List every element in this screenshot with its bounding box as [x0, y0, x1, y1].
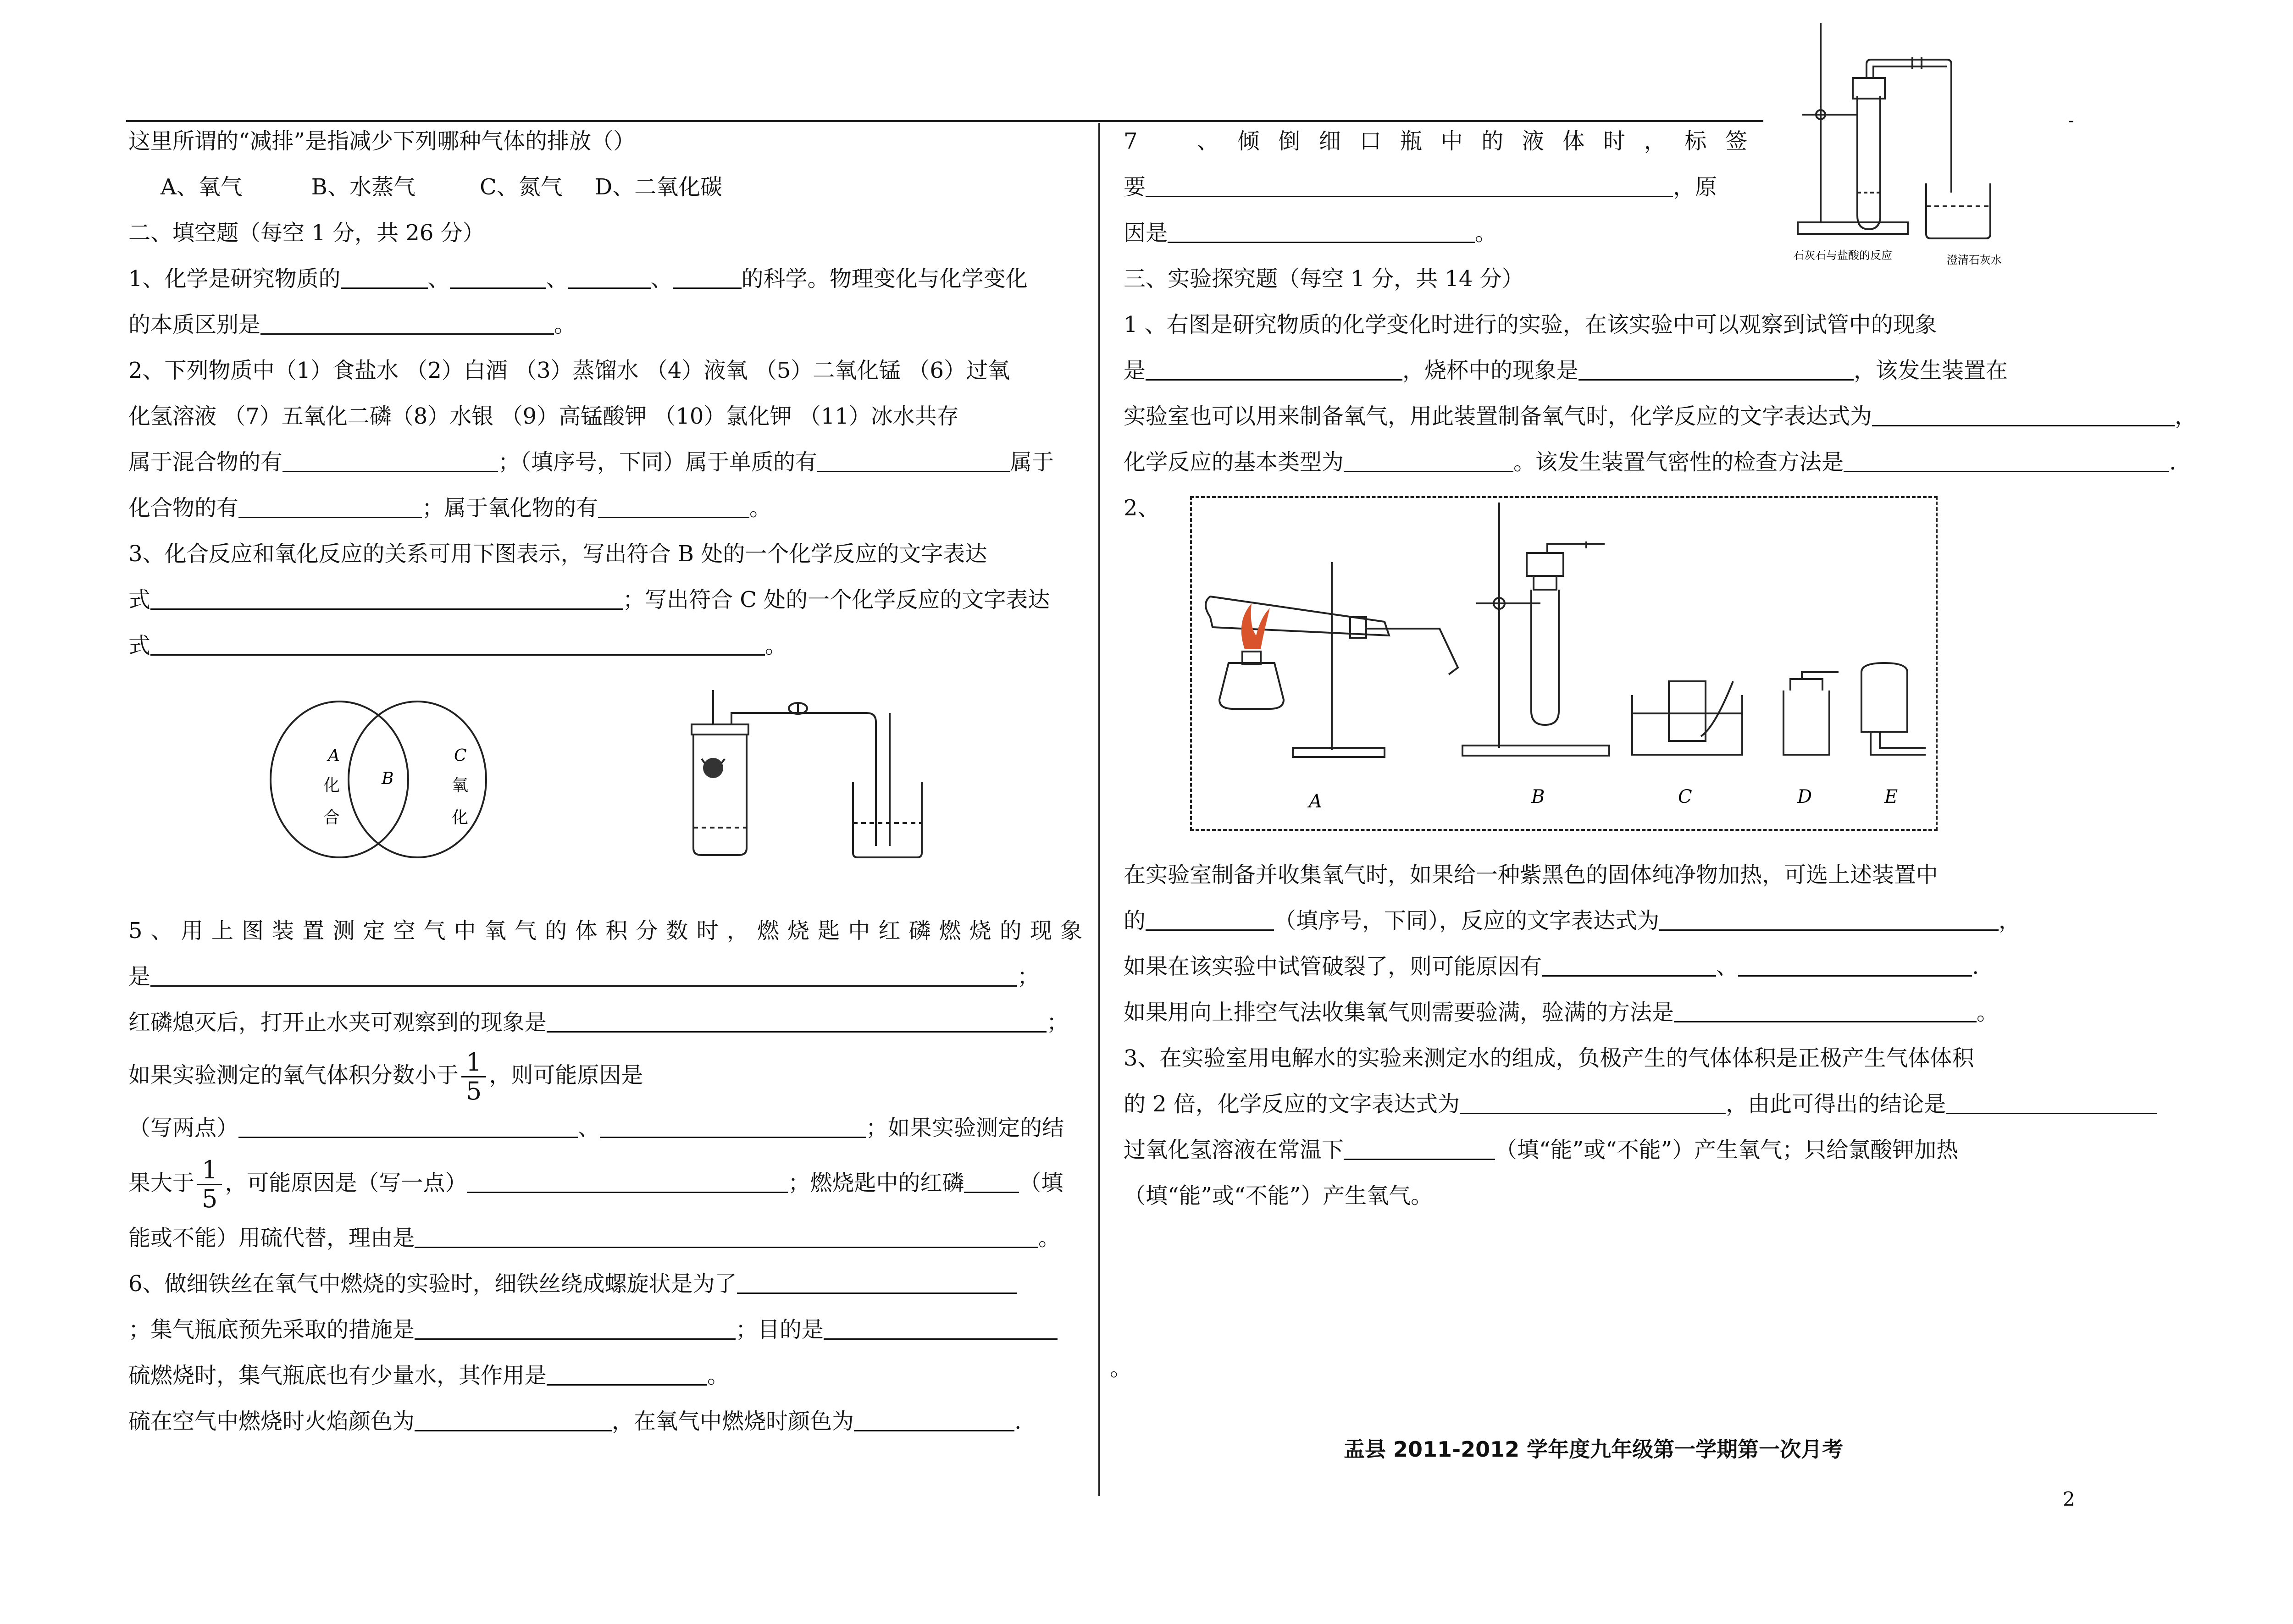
r3-text: （填“能”或“不能”）产生氧气。 — [1124, 1183, 1433, 1209]
fraction-numerator: 1 — [197, 1156, 222, 1185]
q1-text-a: 1、化学是研究物质的 — [128, 266, 341, 292]
q3-line-3 — [128, 623, 1082, 668]
q6-text: 硫在空气中燃烧时火焰颜色为 — [128, 1409, 415, 1434]
r1-text: ，该发生装置在 — [1854, 358, 2008, 383]
q5-text: ；如果实验测定的结 — [866, 1115, 1064, 1141]
q7-text: ，原 — [1673, 174, 1717, 200]
blank[interactable] — [1168, 219, 1475, 243]
trough — [1632, 695, 1742, 755]
option-d: D、二氧化碳 — [594, 174, 723, 200]
r2-number: 2、 — [1124, 495, 1160, 521]
gas-bottle — [693, 734, 747, 855]
blank[interactable] — [450, 265, 546, 289]
blank[interactable] — [415, 1407, 612, 1431]
q1-text-b: 的科学。物理变化与化学变化 — [741, 266, 1028, 292]
blank[interactable] — [1738, 952, 1972, 977]
phosphorus-apparatus-figure — [683, 690, 977, 860]
r3-text: 3、在实验室用电解水的实验来测定水的组成，负极产生的气体体积是正极产生气体体积 — [1124, 1045, 1974, 1071]
q5-text: 能或不能）用硫代替，理由是 — [128, 1225, 415, 1251]
q2-line-3 — [128, 439, 1082, 485]
punct: . — [2169, 449, 2177, 475]
caption-reaction: 石灰石与盐酸的反应 — [1793, 249, 1892, 262]
q5-line-5 — [128, 1105, 1082, 1151]
q5-text: 是 — [128, 964, 151, 989]
option-c: C、氮气 — [479, 174, 563, 200]
blank[interactable] — [817, 448, 1010, 472]
right-column-lower — [1124, 852, 2224, 1219]
stand-b-base — [1462, 746, 1609, 756]
q5-text: （填 — [1019, 1170, 1063, 1196]
column-divider — [1098, 123, 1100, 1496]
r1-line-2 — [1124, 348, 2224, 393]
punct: ； — [1017, 964, 1040, 989]
blank[interactable] — [341, 265, 428, 289]
sep: 、 — [427, 266, 450, 292]
venn-diagram — [248, 692, 532, 862]
punct: 。 — [749, 495, 772, 521]
punct: . — [1972, 954, 1979, 979]
fraction-denominator: 5 — [466, 1077, 482, 1105]
q3-text: 式 — [128, 633, 151, 658]
blank[interactable] — [1146, 173, 1673, 197]
blank[interactable] — [854, 1407, 1014, 1431]
q7-text: 7 、倾倒细口瓶中的液体时，标签 — [1124, 128, 1747, 154]
sep: 、 — [650, 266, 673, 292]
label-c-1: 氧 — [452, 776, 469, 795]
blank[interactable] — [1579, 356, 1854, 381]
caption-limewater: 澄清石灰水 — [1947, 254, 2002, 266]
delivery-tube — [798, 713, 876, 846]
q1-line-1 — [128, 256, 1082, 302]
q5-text: ，可能原因是（写一点） — [225, 1170, 467, 1196]
r2-line-4 — [1124, 989, 2224, 1035]
q5-text: ；燃烧匙中的红磷 — [788, 1170, 964, 1196]
q2-text: 属于混合物的有 — [128, 449, 283, 475]
blank[interactable] — [415, 1315, 736, 1340]
r1-text: 实验室也可以用来制备氧气，用此装置制备氧气时，化学反应的文字表达式为 — [1124, 403, 1872, 429]
r1-line-1 — [1124, 302, 2224, 348]
blank[interactable] — [1344, 448, 1513, 472]
r1-text: 。该发生装置气密性的检查方法是 — [1513, 449, 1844, 475]
test-tube-b — [1531, 590, 1559, 725]
punct: ， — [2175, 403, 2197, 429]
r2-line-3 — [1124, 944, 2224, 989]
exam-title: 盂县 2011-2012 学年度九年级第一学期第一次月考 — [1344, 1437, 1844, 1462]
label-b: B — [382, 769, 394, 788]
r1-line-3 — [1124, 393, 2224, 439]
section-2-title: 二、填空题（每空 1 分，共 26 分） — [128, 220, 485, 246]
q7-line-2 — [1124, 164, 2224, 210]
q1-text-c: 的本质区别是 — [128, 312, 261, 337]
label-b: B — [1531, 786, 1545, 807]
gas-bottle-e — [1861, 663, 1907, 732]
label-c-2: 化 — [452, 808, 469, 827]
punct: 。 — [1038, 1225, 1061, 1251]
q5-text-a: 5、用上图装置测定空气中氧气的体积分数时，燃烧匙中红磷燃烧的现象 — [128, 918, 1082, 944]
q5-text: ，则可能原因是 — [489, 1062, 643, 1088]
r2-text: 的 — [1124, 908, 1146, 934]
blank[interactable] — [600, 1114, 866, 1138]
apparatus-box — [1190, 496, 1938, 831]
collecting-bottle-c — [1669, 681, 1706, 741]
r1-text: ，烧杯中的现象是 — [1402, 358, 1579, 383]
blank[interactable] — [547, 1008, 1047, 1033]
q6-text: 硫燃烧时，集气瓶底也有少量水，其作用是 — [128, 1363, 547, 1388]
blank[interactable] — [238, 494, 422, 518]
q7-line-3 — [1124, 210, 2224, 256]
option-a: A、氧气 — [161, 174, 243, 200]
sep: 、 — [1716, 954, 1739, 979]
blank[interactable] — [598, 494, 749, 518]
blank[interactable] — [415, 1224, 1038, 1248]
r3-line-2 — [1124, 1081, 2224, 1127]
r3-line-4 — [1124, 1173, 2224, 1219]
stopper — [692, 724, 748, 735]
alcohol-lamp — [1219, 663, 1284, 709]
q2-text-b: 化氢溶液 （7）五氧化二磷（8）水银 （9）高锰酸钾 （10）氯化钾 （11）冰水共存 — [128, 403, 959, 429]
blank[interactable] — [1946, 1090, 2157, 1114]
stray-period: 。 — [1110, 1355, 1132, 1381]
q3-line-1 — [128, 531, 1082, 577]
blank[interactable] — [150, 962, 1017, 987]
blank[interactable] — [568, 265, 651, 289]
beaker — [853, 782, 922, 857]
right-column — [1124, 118, 2224, 531]
stopper-b — [1527, 553, 1563, 576]
flame-icon — [1241, 603, 1270, 649]
q6-line-4 — [128, 1398, 1082, 1444]
q5-text: 如果实验测定的氧气体积分数小于 — [128, 1062, 459, 1088]
q6-line-1 — [128, 1261, 1082, 1307]
q4-options — [128, 164, 1082, 210]
gas-bottle-d — [1783, 690, 1829, 755]
q5-line-2 — [128, 954, 1082, 1000]
r1-text: 是 — [1124, 358, 1146, 383]
r3-text: （填“能”或“不能”）产生氧气；只给氯酸钾加热 — [1495, 1137, 1959, 1163]
punct: 。 — [554, 312, 576, 337]
blank[interactable] — [282, 448, 498, 472]
r3-line-3 — [1124, 1127, 2224, 1173]
q3-text: 式 — [128, 587, 151, 613]
q4-text: 这里所谓的“减排”是指减少下列哪种气体的排放（） — [128, 128, 636, 154]
q6-text: ；目的是 — [736, 1317, 824, 1342]
q5-line-3 — [128, 1000, 1082, 1045]
q3-text: ；写出符合 C 处的一个化学反应的文字表达 — [623, 587, 1050, 613]
blank[interactable] — [1146, 356, 1402, 381]
label-a: A — [1309, 791, 1322, 812]
q2-line-2 — [128, 393, 1082, 439]
r2-text: 在实验室制备并收集氧气时，如果给一种紫黑色的固体纯净物加热，可选上述装置中 — [1124, 862, 1939, 888]
r3-text: ，由此可得出的结论是 — [1726, 1091, 1946, 1117]
section-3-title: 三、实验探究题（每空 1 分，共 14 分） — [1124, 266, 1524, 292]
q1-line-2 — [128, 302, 1082, 348]
q2-text: ；属于氧化物的有 — [422, 495, 598, 521]
q6-text: ；集气瓶底预先采取的措施是 — [128, 1317, 415, 1342]
q2-text: 化合物的有 — [128, 495, 239, 521]
delivery-tube-b — [1547, 544, 1605, 553]
red-phosphorus — [703, 758, 723, 778]
q5-text: 果大于 — [128, 1170, 195, 1196]
blank[interactable] — [238, 1114, 578, 1138]
r2-line-2 — [1124, 898, 2224, 944]
q7-text: 要 — [1124, 174, 1146, 200]
blank[interactable] — [737, 1270, 1017, 1294]
q5-text: 红磷熄灭后，打开止水夹可观察到的现象是 — [128, 1010, 547, 1035]
punct: 。 — [707, 1363, 730, 1388]
blank[interactable] — [547, 1361, 707, 1386]
punct: 。 — [1475, 220, 1497, 246]
blank[interactable] — [1344, 1136, 1495, 1160]
blank[interactable] — [1674, 998, 1977, 1022]
punct: ； — [1047, 1010, 1069, 1035]
blank[interactable] — [1146, 906, 1274, 931]
fraction-one-fifth — [197, 1156, 222, 1213]
question-4-tail — [128, 118, 1082, 164]
label-e: E — [1884, 786, 1898, 807]
q2-text: ；（填序号，下同）属于单质的有 — [498, 449, 818, 475]
blank[interactable] — [1659, 906, 1999, 931]
q6-line-3 — [128, 1353, 1082, 1398]
stray-dash: - — [2068, 111, 2074, 130]
punct: 。 — [765, 633, 787, 658]
q2-line-1 — [128, 348, 1082, 393]
rubber-stopper — [1853, 78, 1885, 99]
blank[interactable] — [260, 310, 554, 335]
q5-line-7 — [128, 1215, 1082, 1261]
q5-line-6 — [128, 1151, 1082, 1215]
q5-line-1 — [128, 908, 1082, 954]
blank[interactable] — [964, 1169, 1019, 1193]
blank[interactable] — [824, 1315, 1058, 1340]
label-d: D — [1797, 786, 1812, 807]
q5-text: （写两点） — [128, 1115, 239, 1141]
q2-text-a: 2、下列物质中（1）食盐水 （2）白酒 （3）蒸馏水 （4）液氧 （5）二氧化锰 （6）过氧 — [128, 358, 1010, 383]
blank[interactable] — [1542, 952, 1716, 977]
blank[interactable] — [150, 631, 765, 656]
r3-text: 过氧化氢溶液在常温下 — [1124, 1137, 1344, 1163]
blank[interactable] — [467, 1169, 788, 1193]
page-number: 2 — [2063, 1488, 2075, 1510]
blank[interactable] — [1844, 448, 2169, 472]
fraction-numerator: 1 — [461, 1049, 486, 1077]
section-2-heading — [128, 210, 1082, 256]
punct: . — [1014, 1409, 1022, 1434]
blank[interactable] — [1872, 402, 2175, 426]
punct: ， — [1999, 908, 2021, 934]
q3-text-a: 3、化合反应和氧化反应的关系可用下图表示，写出符合 B 处的一个化学反应的文字表达 — [128, 541, 987, 567]
left-column — [128, 118, 1082, 668]
r2-text: （填序号，下同），反应的文字表达式为 — [1274, 908, 1660, 934]
r2-line-1 — [1124, 852, 2224, 898]
q7-text: 因是 — [1124, 220, 1168, 246]
r1-text: 1 、右图是研究物质的化学变化时进行的实验，在该实验中可以观察到试管中的现象 — [1124, 312, 1937, 337]
blank[interactable] — [673, 265, 742, 289]
q2-text: 属于 — [1010, 449, 1054, 475]
r1-line-4 — [1124, 439, 2224, 485]
q7-line-1 — [1124, 118, 1747, 164]
q2-line-4 — [128, 485, 1082, 531]
q6-line-2 — [128, 1307, 1082, 1353]
stand-a-base — [1293, 748, 1385, 757]
r2-text: 如果用向上排空气法收集氧气则需要验满，验满的方法是 — [1124, 1000, 1674, 1025]
q6-text: ，在氧气中燃烧时颜色为 — [612, 1409, 854, 1434]
blank[interactable] — [1460, 1090, 1726, 1114]
label-c: C — [454, 746, 467, 765]
r3-text: 的 2 倍，化学反应的文字表达式为 — [1124, 1091, 1460, 1117]
test-tube-a — [1206, 597, 1389, 635]
label-a-1: 化 — [323, 776, 340, 795]
q6-text: 6、做细铁丝在氧气中燃烧的实验时，细铁丝绕成螺旋状是为了 — [128, 1271, 737, 1297]
option-b: B、水蒸气 — [311, 174, 415, 200]
left-column-lower — [128, 908, 1082, 1444]
fraction-one-fifth — [461, 1049, 486, 1105]
fraction-denominator: 5 — [202, 1184, 218, 1213]
q5-line-4 — [128, 1045, 1082, 1105]
r1-text: 化学反应的基本类型为 — [1124, 449, 1344, 475]
sep: 、 — [546, 266, 568, 292]
label-a-2: 合 — [323, 808, 340, 827]
label-c: C — [1678, 786, 1692, 807]
r2-text: 如果在该实验中试管破裂了，则可能原因有 — [1124, 954, 1542, 979]
label-a: A — [328, 746, 340, 765]
punct: 。 — [1977, 1000, 1999, 1025]
apparatus-a-to-e — [1192, 498, 1936, 829]
r3-line-1 — [1124, 1035, 2224, 1081]
section-3-heading — [1124, 256, 2224, 302]
blank[interactable] — [150, 586, 623, 610]
q3-line-2 — [128, 577, 1082, 623]
sep: 、 — [578, 1115, 600, 1141]
